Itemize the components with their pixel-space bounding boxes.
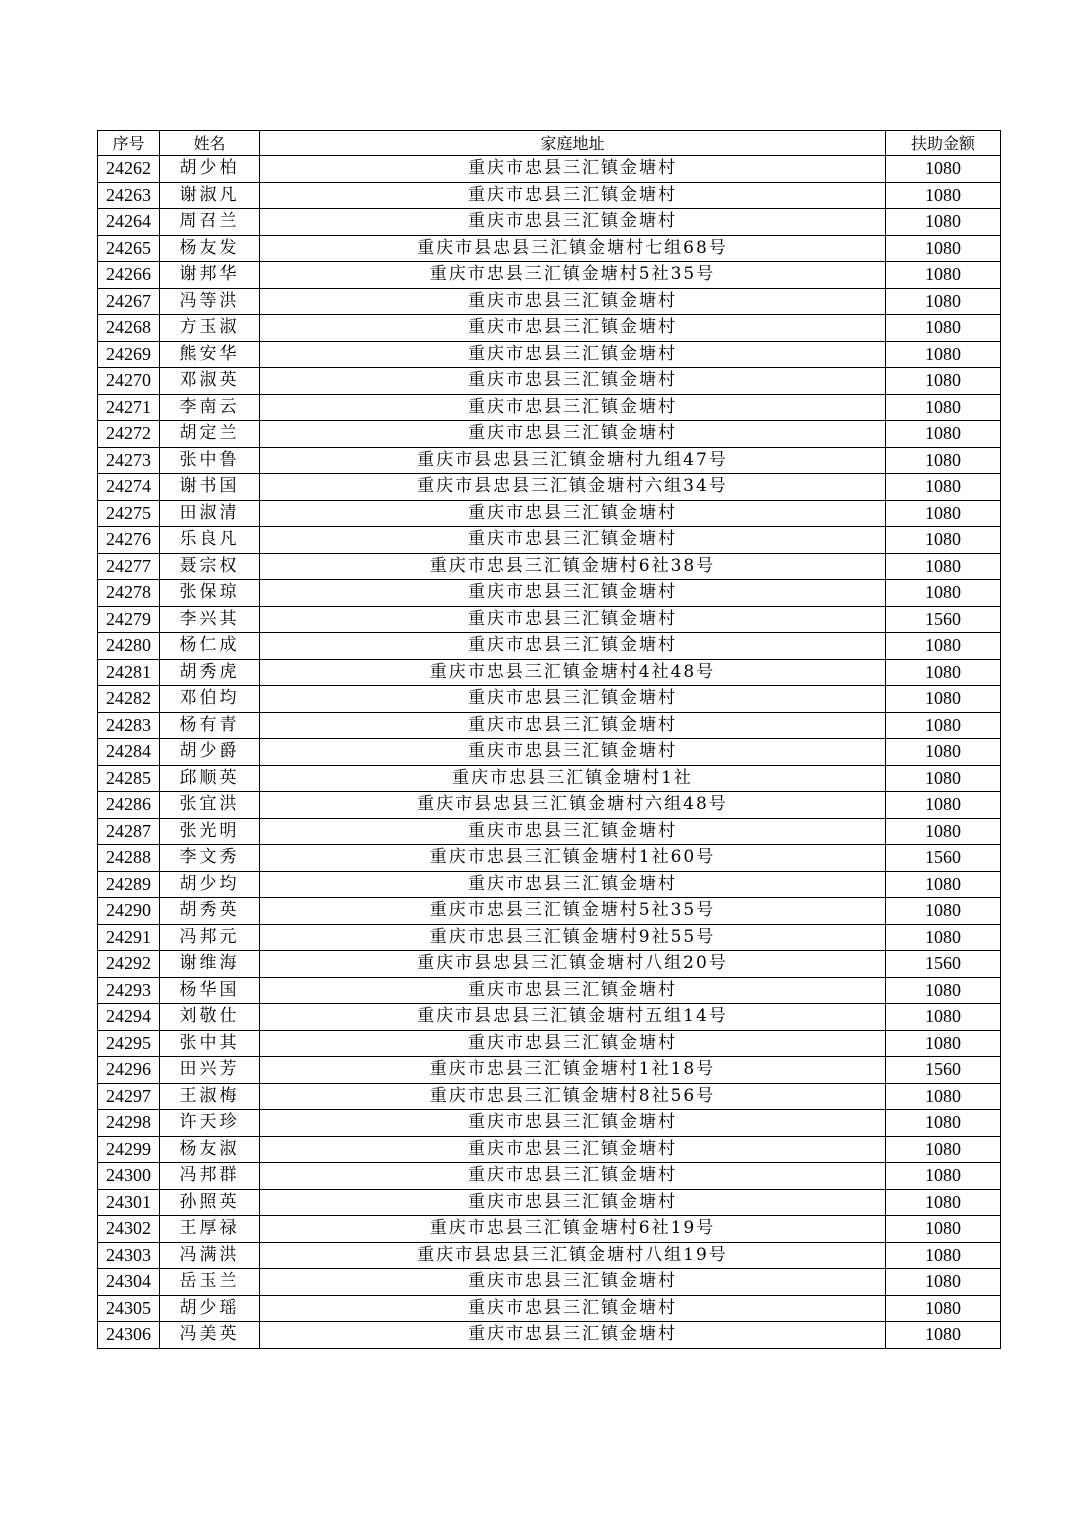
table-row — [98, 209, 1001, 236]
table-row — [98, 1269, 1001, 1296]
cell-address: 重庆市忠县三汇镇金塘村 — [260, 421, 886, 448]
cell-serial: 24295 — [98, 1030, 160, 1057]
cell-address: 重庆市忠县三汇镇金塘村 — [260, 606, 886, 633]
cell-name: 杨友发 — [160, 235, 260, 262]
cell-name: 胡秀虎 — [160, 659, 260, 686]
cell-name: 杨友淑 — [160, 1136, 260, 1163]
cell-address: 重庆市忠县三汇镇金塘村6社19号 — [260, 1216, 886, 1243]
cell-name: 张中其 — [160, 1030, 260, 1057]
cell-address: 重庆市忠县三汇镇金塘村 — [260, 977, 886, 1004]
table-row — [98, 765, 1001, 792]
cell-serial: 24293 — [98, 977, 160, 1004]
cell-amount: 1080 — [886, 1163, 1001, 1190]
cell-name: 胡少柏 — [160, 156, 260, 183]
cell-address: 重庆市忠县三汇镇金塘村4社48号 — [260, 659, 886, 686]
cell-amount: 1080 — [886, 898, 1001, 925]
cell-amount: 1080 — [886, 1004, 1001, 1031]
cell-name: 胡秀英 — [160, 898, 260, 925]
cell-name: 冯邦群 — [160, 1163, 260, 1190]
table-row — [98, 1110, 1001, 1137]
cell-serial: 24280 — [98, 633, 160, 660]
cell-name: 李文秀 — [160, 845, 260, 872]
cell-name: 田兴芳 — [160, 1057, 260, 1084]
cell-amount: 1560 — [886, 606, 1001, 633]
cell-address: 重庆市忠县三汇镇金塘村1社 — [260, 765, 886, 792]
cell-serial: 24296 — [98, 1057, 160, 1084]
cell-address: 重庆市忠县三汇镇金塘村 — [260, 1136, 886, 1163]
cell-serial: 24287 — [98, 818, 160, 845]
table-row — [98, 1189, 1001, 1216]
cell-serial: 24303 — [98, 1242, 160, 1269]
cell-amount: 1080 — [886, 792, 1001, 819]
cell-amount: 1080 — [886, 580, 1001, 607]
cell-name: 邓淑英 — [160, 368, 260, 395]
cell-serial: 24264 — [98, 209, 160, 236]
cell-serial: 24283 — [98, 712, 160, 739]
cell-address: 重庆市忠县三汇镇金塘村 — [260, 182, 886, 209]
cell-serial: 24299 — [98, 1136, 160, 1163]
cell-name: 冯邦元 — [160, 924, 260, 951]
cell-address: 重庆市忠县三汇镇金塘村5社35号 — [260, 898, 886, 925]
table-row — [98, 368, 1001, 395]
cell-serial: 24282 — [98, 686, 160, 713]
cell-address: 重庆市忠县三汇镇金塘村9社55号 — [260, 924, 886, 951]
cell-serial: 24267 — [98, 288, 160, 315]
cell-address: 重庆市忠县三汇镇金塘村5社35号 — [260, 262, 886, 289]
cell-name: 谢淑凡 — [160, 182, 260, 209]
cell-serial: 24297 — [98, 1083, 160, 1110]
cell-address: 重庆市忠县三汇镇金塘村1社60号 — [260, 845, 886, 872]
cell-serial: 24298 — [98, 1110, 160, 1137]
cell-serial: 24289 — [98, 871, 160, 898]
cell-address: 重庆市忠县三汇镇金塘村 — [260, 739, 886, 766]
cell-amount: 1080 — [886, 262, 1001, 289]
cell-name: 谢维海 — [160, 951, 260, 978]
cell-address: 重庆市县忠县三汇镇金塘村九组47号 — [260, 447, 886, 474]
cell-amount: 1560 — [886, 845, 1001, 872]
cell-address: 重庆市忠县三汇镇金塘村 — [260, 633, 886, 660]
cell-address: 重庆市忠县三汇镇金塘村 — [260, 156, 886, 183]
cell-name: 胡少瑶 — [160, 1295, 260, 1322]
table-row — [98, 1322, 1001, 1349]
table-row — [98, 924, 1001, 951]
cell-address: 重庆市县忠县三汇镇金塘村七组68号 — [260, 235, 886, 262]
cell-address: 重庆市忠县三汇镇金塘村 — [260, 1110, 886, 1137]
cell-amount: 1080 — [886, 474, 1001, 501]
cell-amount: 1080 — [886, 1083, 1001, 1110]
cell-serial: 24306 — [98, 1322, 160, 1349]
cell-address: 重庆市县忠县三汇镇金塘村五组14号 — [260, 1004, 886, 1031]
cell-address: 重庆市忠县三汇镇金塘村 — [260, 1295, 886, 1322]
header-name: 姓名 — [160, 131, 260, 156]
table-row — [98, 156, 1001, 183]
cell-amount: 1080 — [886, 156, 1001, 183]
cell-amount: 1080 — [886, 977, 1001, 1004]
cell-amount: 1080 — [886, 1322, 1001, 1349]
cell-serial: 24284 — [98, 739, 160, 766]
table-row — [98, 288, 1001, 315]
table-row — [98, 182, 1001, 209]
table-row — [98, 898, 1001, 925]
table-row — [98, 1242, 1001, 1269]
cell-name: 冯等洪 — [160, 288, 260, 315]
table-row — [98, 341, 1001, 368]
cell-address: 重庆市忠县三汇镇金塘村 — [260, 527, 886, 554]
table-row — [98, 235, 1001, 262]
cell-address: 重庆市忠县三汇镇金塘村 — [260, 341, 886, 368]
cell-serial: 24301 — [98, 1189, 160, 1216]
table-row — [98, 421, 1001, 448]
cell-name: 王厚禄 — [160, 1216, 260, 1243]
header-row — [98, 131, 1001, 156]
cell-amount: 1080 — [886, 1242, 1001, 1269]
cell-serial: 24272 — [98, 421, 160, 448]
cell-amount: 1080 — [886, 1269, 1001, 1296]
table-row — [98, 633, 1001, 660]
table-row — [98, 871, 1001, 898]
header-amount: 扶助金额 — [886, 131, 1001, 156]
cell-serial: 24276 — [98, 527, 160, 554]
cell-address: 重庆市忠县三汇镇金塘村6社38号 — [260, 553, 886, 580]
table-row — [98, 262, 1001, 289]
cell-name: 田淑清 — [160, 500, 260, 527]
table-row — [98, 1163, 1001, 1190]
cell-address: 重庆市忠县三汇镇金塘村 — [260, 209, 886, 236]
cell-amount: 1080 — [886, 182, 1001, 209]
header-address: 家庭地址 — [260, 131, 886, 156]
cell-name: 方玉淑 — [160, 315, 260, 342]
cell-address: 重庆市忠县三汇镇金塘村 — [260, 1030, 886, 1057]
cell-serial: 24279 — [98, 606, 160, 633]
cell-serial: 24266 — [98, 262, 160, 289]
cell-amount: 1080 — [886, 686, 1001, 713]
cell-amount: 1080 — [886, 209, 1001, 236]
cell-amount: 1080 — [886, 1216, 1001, 1243]
cell-address: 重庆市忠县三汇镇金塘村 — [260, 1163, 886, 1190]
table-row — [98, 580, 1001, 607]
cell-name: 张宜洪 — [160, 792, 260, 819]
cell-address: 重庆市县忠县三汇镇金塘村八组19号 — [260, 1242, 886, 1269]
cell-name: 岳玉兰 — [160, 1269, 260, 1296]
cell-serial: 24263 — [98, 182, 160, 209]
table-row — [98, 1295, 1001, 1322]
cell-amount: 1080 — [886, 924, 1001, 951]
cell-serial: 24302 — [98, 1216, 160, 1243]
cell-serial: 24270 — [98, 368, 160, 395]
cell-amount: 1080 — [886, 553, 1001, 580]
cell-amount: 1080 — [886, 235, 1001, 262]
table-row — [98, 845, 1001, 872]
cell-address: 重庆市忠县三汇镇金塘村 — [260, 1269, 886, 1296]
table-row — [98, 527, 1001, 554]
table-row — [98, 1136, 1001, 1163]
cell-amount: 1080 — [886, 739, 1001, 766]
cell-amount: 1080 — [886, 527, 1001, 554]
cell-name: 张保琼 — [160, 580, 260, 607]
cell-address: 重庆市忠县三汇镇金塘村1社18号 — [260, 1057, 886, 1084]
cell-name: 李南云 — [160, 394, 260, 421]
cell-serial: 24275 — [98, 500, 160, 527]
table-row — [98, 951, 1001, 978]
table-row — [98, 1057, 1001, 1084]
assistance-table — [97, 130, 1001, 1349]
cell-amount: 1080 — [886, 712, 1001, 739]
table-row — [98, 792, 1001, 819]
table-row — [98, 1004, 1001, 1031]
cell-name: 谢书国 — [160, 474, 260, 501]
cell-address: 重庆市忠县三汇镇金塘村 — [260, 288, 886, 315]
cell-serial: 24288 — [98, 845, 160, 872]
cell-serial: 24294 — [98, 1004, 160, 1031]
cell-amount: 1560 — [886, 951, 1001, 978]
cell-serial: 24273 — [98, 447, 160, 474]
cell-address: 重庆市忠县三汇镇金塘村 — [260, 712, 886, 739]
cell-address: 重庆市忠县三汇镇金塘村 — [260, 1189, 886, 1216]
cell-name: 冯美英 — [160, 1322, 260, 1349]
cell-serial: 24286 — [98, 792, 160, 819]
cell-serial: 24305 — [98, 1295, 160, 1322]
table-row — [98, 686, 1001, 713]
cell-amount: 1080 — [886, 633, 1001, 660]
cell-serial: 24274 — [98, 474, 160, 501]
cell-address: 重庆市忠县三汇镇金塘村 — [260, 871, 886, 898]
table-row — [98, 315, 1001, 342]
cell-serial: 24285 — [98, 765, 160, 792]
cell-address: 重庆市县忠县三汇镇金塘村八组20号 — [260, 951, 886, 978]
cell-name: 杨有青 — [160, 712, 260, 739]
table-row — [98, 394, 1001, 421]
cell-serial: 24290 — [98, 898, 160, 925]
cell-amount: 1080 — [886, 1110, 1001, 1137]
cell-name: 乐良凡 — [160, 527, 260, 554]
cell-amount: 1080 — [886, 421, 1001, 448]
cell-name: 杨华国 — [160, 977, 260, 1004]
cell-amount: 1080 — [886, 368, 1001, 395]
cell-serial: 24268 — [98, 315, 160, 342]
cell-amount: 1080 — [886, 341, 1001, 368]
table-row — [98, 712, 1001, 739]
cell-amount: 1080 — [886, 315, 1001, 342]
cell-name: 孙照英 — [160, 1189, 260, 1216]
cell-address: 重庆市忠县三汇镇金塘村 — [260, 500, 886, 527]
cell-address: 重庆市忠县三汇镇金塘村 — [260, 580, 886, 607]
header-serial: 序号 — [98, 131, 160, 156]
cell-amount: 1080 — [886, 447, 1001, 474]
cell-name: 谢邦华 — [160, 262, 260, 289]
cell-amount: 1560 — [886, 1057, 1001, 1084]
table-row — [98, 553, 1001, 580]
cell-name: 张光明 — [160, 818, 260, 845]
cell-name: 邱顺英 — [160, 765, 260, 792]
table-row — [98, 818, 1001, 845]
table-row — [98, 977, 1001, 1004]
cell-address: 重庆市忠县三汇镇金塘村 — [260, 818, 886, 845]
table-row — [98, 1030, 1001, 1057]
table-row — [98, 1216, 1001, 1243]
cell-name: 许天珍 — [160, 1110, 260, 1137]
cell-serial: 24262 — [98, 156, 160, 183]
cell-address: 重庆市县忠县三汇镇金塘村六组34号 — [260, 474, 886, 501]
table-row — [98, 500, 1001, 527]
cell-address: 重庆市忠县三汇镇金塘村 — [260, 1322, 886, 1349]
table-row — [98, 1083, 1001, 1110]
cell-serial: 24265 — [98, 235, 160, 262]
cell-amount: 1080 — [886, 818, 1001, 845]
cell-serial: 24304 — [98, 1269, 160, 1296]
cell-amount: 1080 — [886, 1189, 1001, 1216]
cell-serial: 24300 — [98, 1163, 160, 1190]
table-row — [98, 474, 1001, 501]
cell-address: 重庆市忠县三汇镇金塘村 — [260, 686, 886, 713]
table-row — [98, 739, 1001, 766]
cell-amount: 1080 — [886, 288, 1001, 315]
cell-address: 重庆市忠县三汇镇金塘村8社56号 — [260, 1083, 886, 1110]
cell-amount: 1080 — [886, 1295, 1001, 1322]
table-row — [98, 606, 1001, 633]
table-row — [98, 447, 1001, 474]
cell-name: 周召兰 — [160, 209, 260, 236]
cell-amount: 1080 — [886, 871, 1001, 898]
cell-serial: 24277 — [98, 553, 160, 580]
cell-serial: 24292 — [98, 951, 160, 978]
cell-serial: 24278 — [98, 580, 160, 607]
table-row — [98, 659, 1001, 686]
cell-amount: 1080 — [886, 1030, 1001, 1057]
cell-serial: 24291 — [98, 924, 160, 951]
cell-name: 胡少均 — [160, 871, 260, 898]
cell-name: 冯满洪 — [160, 1242, 260, 1269]
cell-amount: 1080 — [886, 1136, 1001, 1163]
cell-address: 重庆市忠县三汇镇金塘村 — [260, 315, 886, 342]
cell-serial: 24271 — [98, 394, 160, 421]
cell-name: 王淑梅 — [160, 1083, 260, 1110]
cell-name: 胡少爵 — [160, 739, 260, 766]
cell-serial: 24281 — [98, 659, 160, 686]
cell-amount: 1080 — [886, 500, 1001, 527]
table-body — [98, 156, 1001, 1349]
cell-address: 重庆市忠县三汇镇金塘村 — [260, 394, 886, 421]
cell-amount: 1080 — [886, 765, 1001, 792]
cell-name: 刘敬仕 — [160, 1004, 260, 1031]
cell-name: 胡定兰 — [160, 421, 260, 448]
cell-address: 重庆市县忠县三汇镇金塘村六组48号 — [260, 792, 886, 819]
cell-name: 邓伯均 — [160, 686, 260, 713]
cell-name: 张中鲁 — [160, 447, 260, 474]
cell-address: 重庆市忠县三汇镇金塘村 — [260, 368, 886, 395]
cell-name: 聂宗权 — [160, 553, 260, 580]
cell-amount: 1080 — [886, 394, 1001, 421]
cell-amount: 1080 — [886, 659, 1001, 686]
cell-name: 杨仁成 — [160, 633, 260, 660]
cell-name: 熊安华 — [160, 341, 260, 368]
cell-name: 李兴其 — [160, 606, 260, 633]
cell-serial: 24269 — [98, 341, 160, 368]
